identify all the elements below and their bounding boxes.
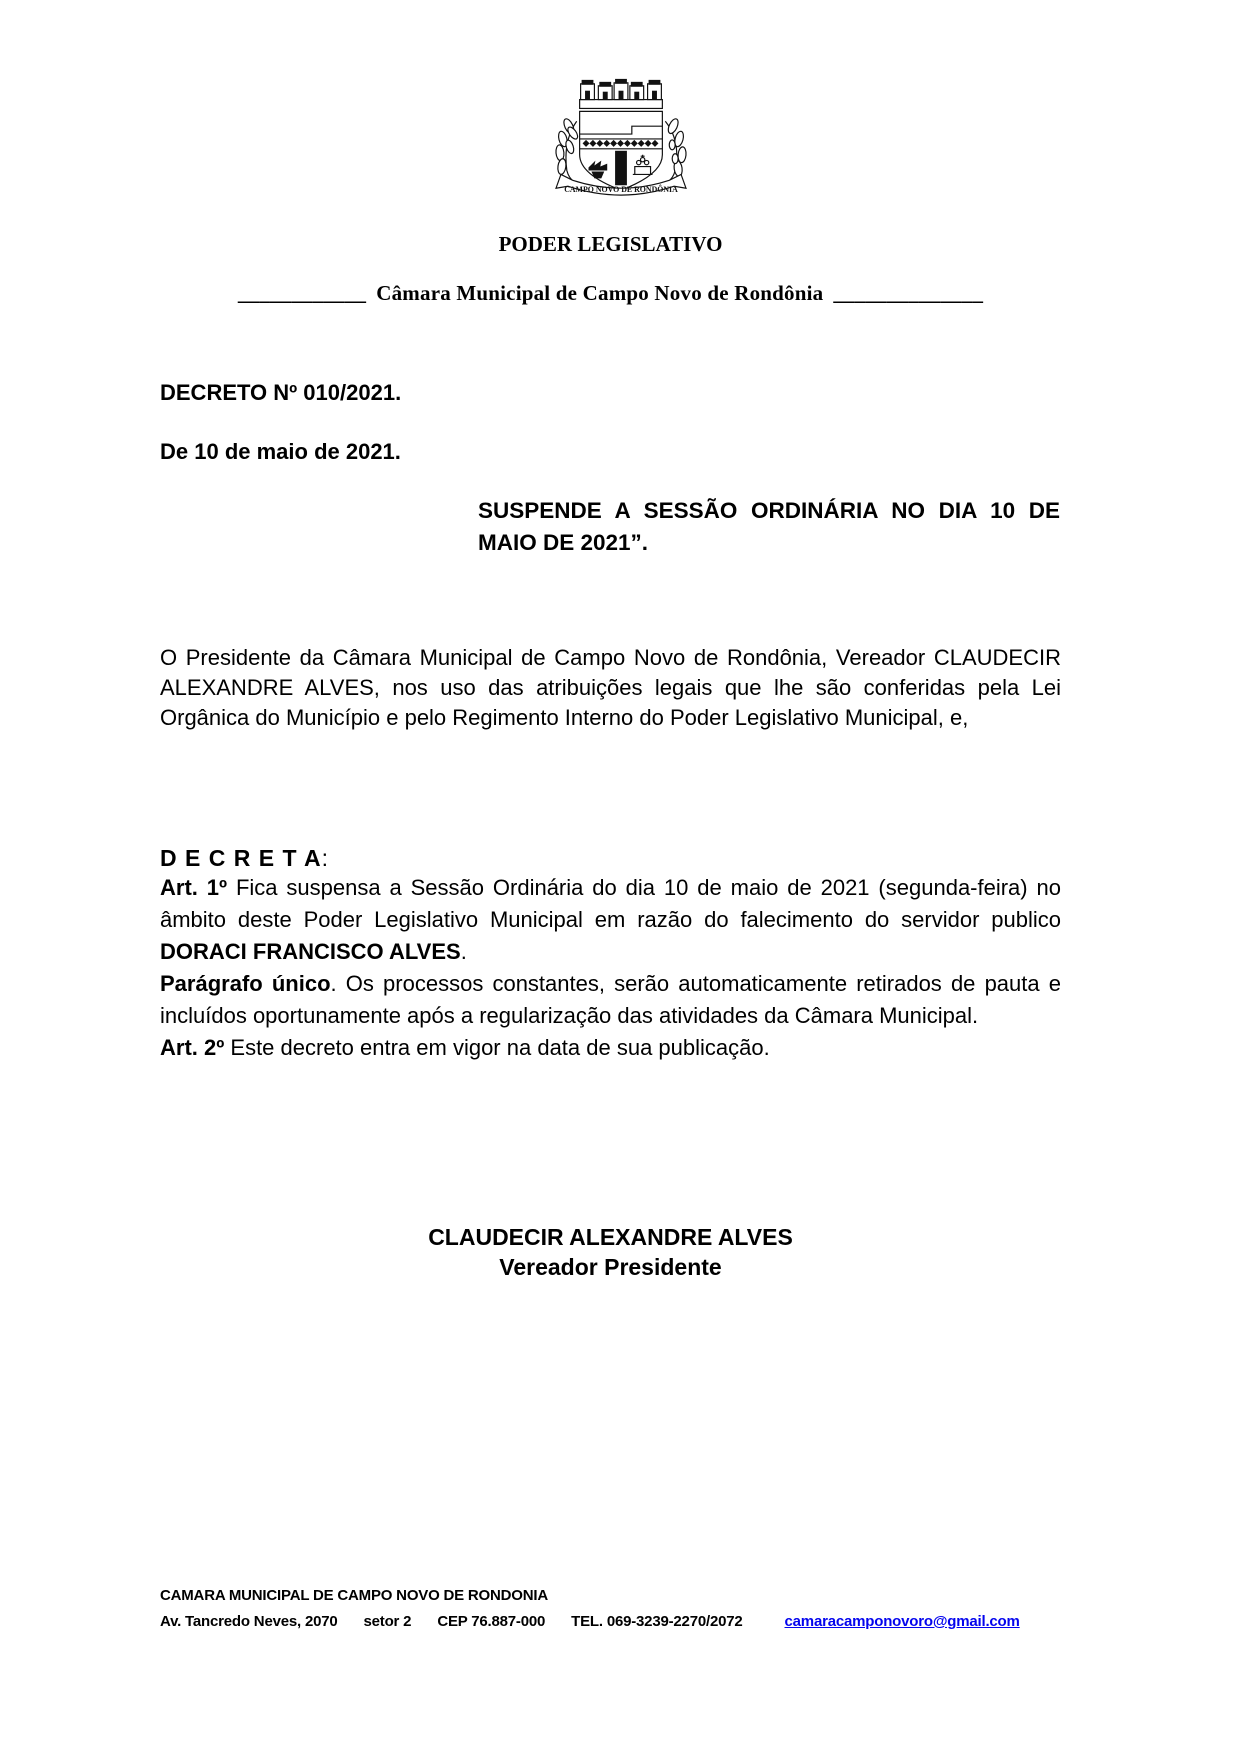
org-subtitle: Câmara Municipal de Campo Novo de Rondônia — [376, 281, 824, 305]
org-subtitle-line — [160, 281, 1061, 306]
right-branch-icon — [665, 117, 686, 182]
article-1 — [160, 872, 1061, 968]
footer-org-name: CAMARA MUNICIPAL DE CAMPO NOVO DE RONDONIA — [160, 1587, 548, 1604]
shield-pale — [615, 151, 627, 185]
shield-band-chain — [582, 140, 658, 147]
signature-block — [160, 1222, 1061, 1282]
sole-paragraph-text: . Os processos constantes, serão automaticamente retirados de pauta e incluídos oportunamente após a regularização das atividades da Câmara Municipal. — [160, 971, 1062, 1028]
org-title: PODER LEGISLATIVO — [498, 232, 723, 256]
article-1-name: DORACI FRANCISCO ALVES — [160, 939, 461, 964]
sole-paragraph — [160, 968, 1061, 1032]
left-branch-icon — [555, 117, 579, 182]
decree-date: De 10 de maio de 2021. — [160, 439, 401, 464]
decree-number: DECRETO Nº 010/2021. — [160, 380, 402, 405]
article-1-text: Fica suspensa a Sessão Ordinária do dia 10 de maio de 2021 (segunda-feira) no âmbito deste Poder Legislativo Municipal em razão do falecimento do servidor publico — [160, 875, 1061, 932]
article-1-label: Art. 1º — [160, 875, 228, 900]
underline-right: ______________ — [833, 281, 984, 305]
mural-crown-icon — [579, 79, 662, 109]
footer-email-link[interactable]: camaracamponovoro@gmail.com — [784, 1613, 1020, 1630]
footer-address: Av. Tancredo Neves, 2070 — [160, 1613, 338, 1630]
footer-contact-line — [160, 1613, 1091, 1630]
decreta-heading — [160, 845, 1061, 872]
page-footer — [160, 1586, 1091, 1630]
decree-epigraph: SUSPENDE A SESSÃO ORDINÁRIA NO DIA 10 DE MAIO DE 2021”. — [478, 498, 1060, 555]
decreta-label: D E C R E T A — [160, 845, 322, 871]
footer-tel: TEL. 069-3239-2270/2072 — [571, 1613, 743, 1630]
underline-left: ____________ — [237, 281, 367, 305]
coat-of-arms — [0, 0, 1241, 202]
signatory-name: CLAUDECIR ALEXANDRE ALVES — [428, 1224, 793, 1250]
article-2 — [160, 1032, 1061, 1064]
decree-preamble: O Presidente da Câmara Municipal de Campo Novo de Rondônia, Vereador CLAUDECIR ALEXANDRE ALVES, nos uso das atribuições legais que lhe são conferidas pela Lei Orgânica do Município e pelo Regimento Interno do Poder Legislativo Municipal, e, — [160, 645, 1061, 730]
article-2-text: Este decreto entra em vigor na data de sua publicação. — [224, 1035, 770, 1060]
article-1-period: . — [460, 939, 467, 964]
coat-of-arms-image — [532, 72, 710, 202]
footer-cep: CEP 76.887-000 — [437, 1613, 546, 1630]
signatory-role: Vereador Presidente — [499, 1254, 722, 1280]
decreta-colon: : — [321, 845, 329, 871]
crest-banner-text: CAMPO NOVO DE RONDÔNIA — [563, 185, 678, 195]
sole-paragraph-label: Parágrafo único — [160, 971, 331, 996]
footer-sector: setor 2 — [363, 1613, 412, 1630]
shield-icon — [579, 111, 662, 190]
article-2-label: Art. 2º — [160, 1035, 225, 1060]
